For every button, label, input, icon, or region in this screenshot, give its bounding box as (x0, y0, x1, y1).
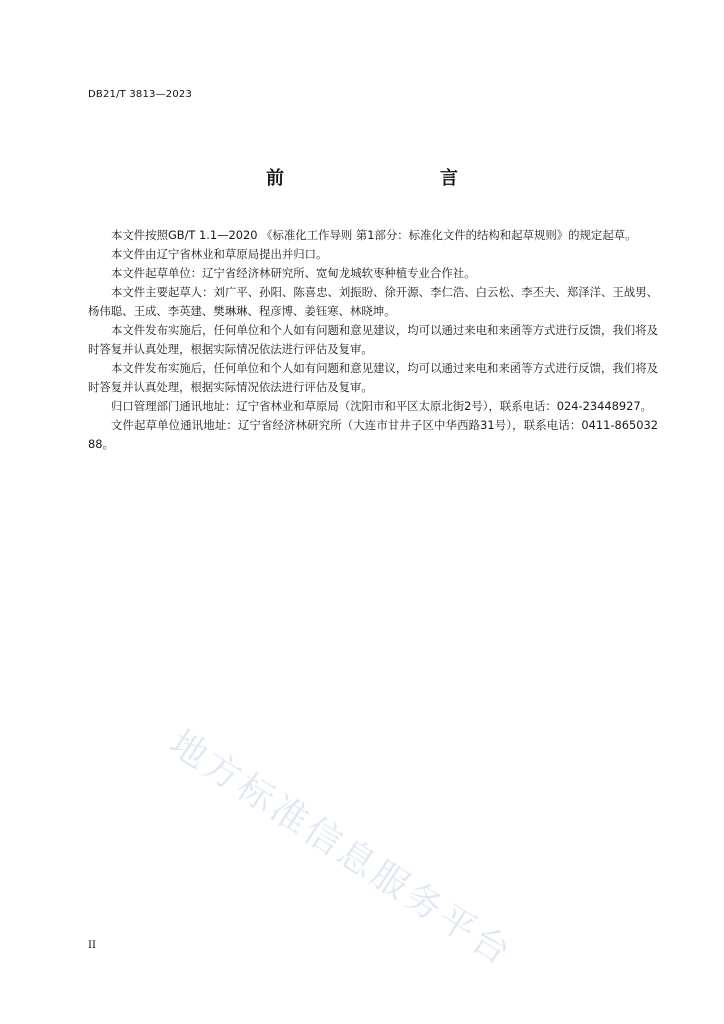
watermark-text: 地方标准信息服务平台 (162, 722, 521, 976)
section-title: 前 言 (266, 168, 498, 189)
paragraph-authority-address: 归口管理部门通讯地址：辽宁省林业和草原局（沈阳市和平区太原北街2号），联系电话：024-23448927。 (111, 399, 653, 413)
document-code: DB21/T 3813—2023 (88, 89, 193, 100)
paragraph-drafter-address: 文件起草单位通讯地址：辽宁省经济林研究所（大连市甘井子区中华西路31号），联系电话：0411-86503288。 (88, 418, 658, 451)
paragraph-drafters: 本文件主要起草人：刘广平、孙阳、陈喜忠、刘振盼、徐开源、李仁浩、白云松、李丕夫、郑泽洋、王战男、杨伟聪、王成、李英建、樊琳琳、程彦博、姜钰寒、林晓坤。 (88, 285, 658, 318)
page-number: II (88, 940, 96, 951)
foreword-body (88, 226, 658, 454)
paragraph-proposer: 本文件由辽宁省林业和草原局提出并归口。 (111, 247, 328, 261)
paragraph-feedback-2: 本文件发布实施后，任何单位和个人如有问题和意见建议，均可以通过来电和来函等方式进行反馈，我们将及时答复并认真处理，根据实际情况依法进行评估及复审。 (88, 361, 658, 394)
paragraph-drafting-rules: 本文件按照GB/T 1.1—2020 《标准化工作导则 第1部分：标准化文件的结构和起草规则》的规定起草。 (111, 228, 637, 242)
paragraph-drafting-units: 本文件起草单位：辽宁省经济林研究所、宽甸龙城软枣种植专业合作社。 (111, 266, 476, 280)
paragraph-feedback-1: 本文件发布实施后，任何单位和个人如有问题和意见建议，均可以通过来电和来函等方式进行反馈，我们将及时答复并认真处理，根据实际情况依法进行评估及复审。 (88, 323, 658, 356)
